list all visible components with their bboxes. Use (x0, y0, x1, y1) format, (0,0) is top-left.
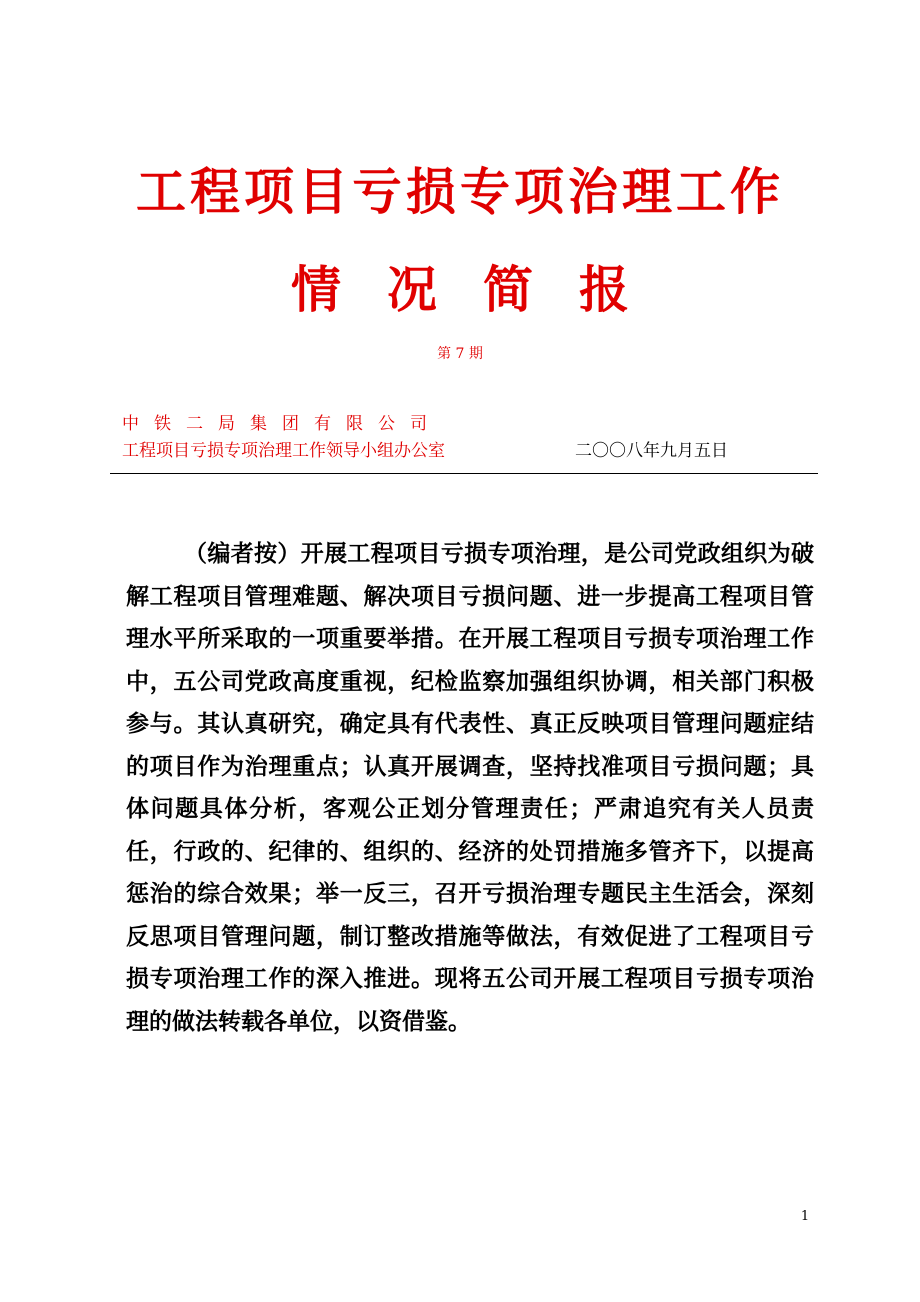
header-divider (110, 473, 818, 474)
bulletin-title: 工程项目亏损专项治理工作 (136, 163, 784, 221)
issuer-company: 中铁二局集团有限公司 (122, 414, 442, 434)
issuer-office: 工程项目亏损专项治理工作领导小组办公室 (122, 441, 445, 461)
bulletin-subtitle: 情况简报 (291, 261, 675, 319)
issue-number: 第 7 期 (437, 346, 483, 362)
page-number: 1 (800, 1209, 810, 1224)
editor-note-paragraph: （编者按）开展工程项目亏损专项治理，是公司党政组织为破解工程项目管理难题、解决项目亏损问题、进一步提高工程项目管理水平所采取的一项重要举措。在开展工程项目亏损专项治理工作中，五公司党政高度重视，纪检监察加强组织协调，相关部门积极参与。其认真研究，确定具有代表性、真正反映项目管理问题症结的项目作为治理重点；认真开展调查，坚持找准项目亏损问题；具体问题具体分析，客观公正划分管理责任；严肃追究有关人员责任，行政的、纪律的、组织的、经济的处罚措施多管齐下，以提高惩治的综合效果；举一反三，召开亏损治理专题民主生活会，深刻反思项目管理问题，制订整改措施等做法，有效促进了工程项目亏损专项治理工作的深入推进。现将五公司开展工程项目亏损专项治理的做法转载各单位，以资借鉴。 (126, 541, 814, 1035)
issue-date: 二〇〇八年九月五日 (575, 441, 728, 461)
